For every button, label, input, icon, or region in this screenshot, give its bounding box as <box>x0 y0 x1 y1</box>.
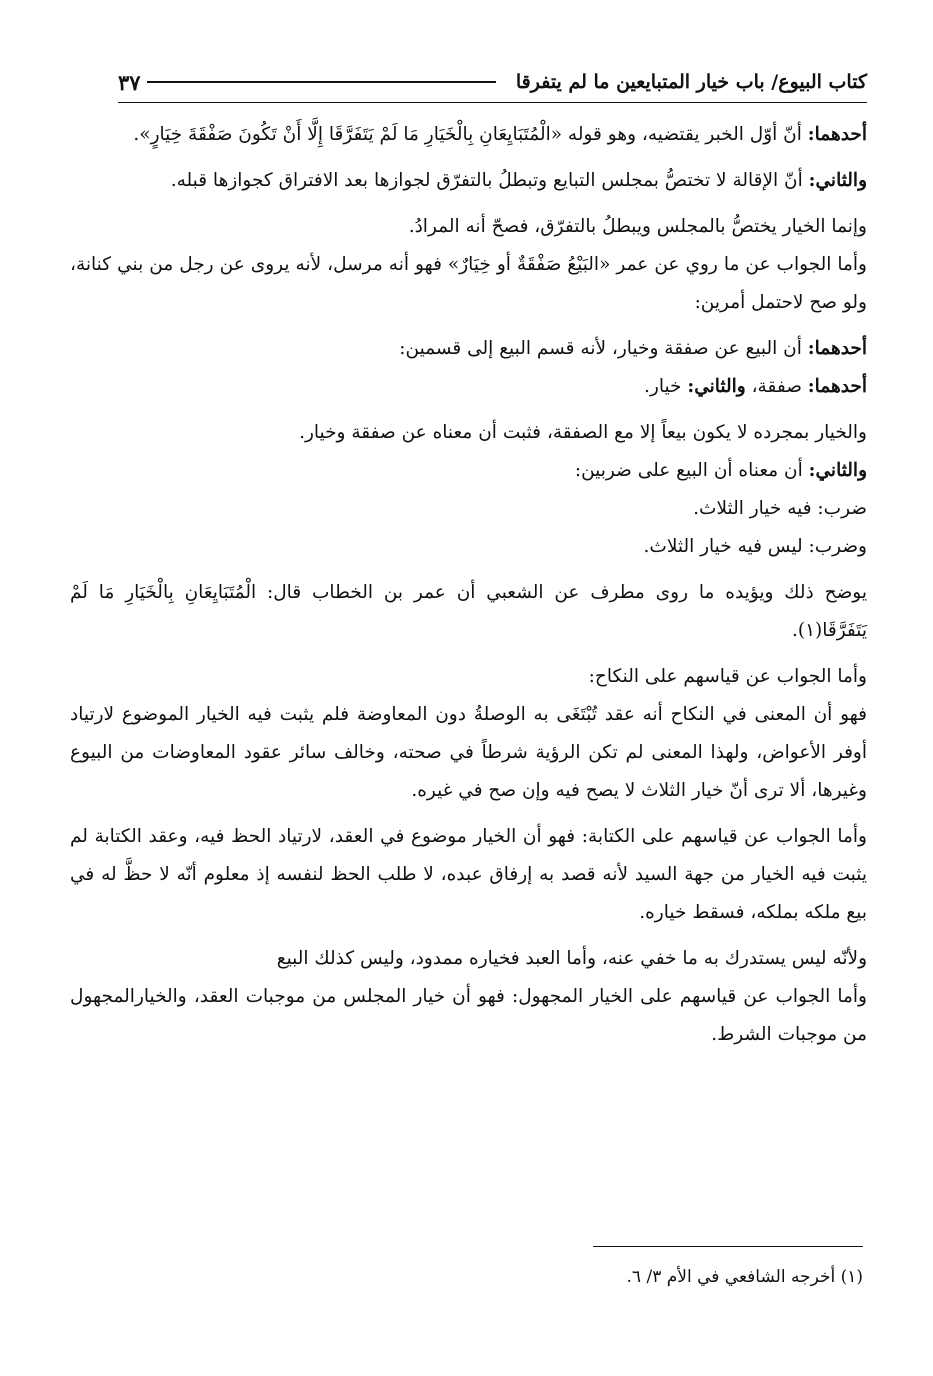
paragraph: وإنما الخيار يختصُّ بالمجلس ويبطلُ بالتفرّق، فصحّ أنه المرادُ. <box>408 216 867 237</box>
paragraph: والثاني: أنّ الإقالة لا تختصُّ بمجلس التبايع وتبطلُ بالتفرّق لجوازها بعد الافتراق كجوازها قبله. <box>170 170 867 191</box>
paragraph: ولأنّه ليس يستدرك به ما خفي عنه، وأما العبد فخياره ممدود، وليس كذلك البيع <box>276 948 867 969</box>
paragraph: أحدهما: أن البيع عن صفقة وخيار، لأنه قسم البيع إلى قسمين: <box>399 338 867 359</box>
paragraph: ضرب: فيه خيار الثلاث. <box>693 498 867 519</box>
running-header <box>118 62 867 103</box>
paragraph: والخيار بمجرده لا يكون بيعاً إلا مع الصفقة، فثبت أن معناه عن صفقة وخيار. <box>299 422 867 443</box>
footnote-rule <box>593 1246 863 1247</box>
header-title: كتاب البيوع/ باب خيار المتبايعين ما لم يتفرقا <box>515 71 867 93</box>
paragraph: وأما الجواب عن قياسهم على الخيار المجهول: فهو أن خيار المجلس من موجبات العقد، والخيارالمجهول من موجبات الشرط. <box>70 986 867 1045</box>
paragraph: والثاني: أن معناه أن البيع على ضربين: <box>574 460 867 481</box>
footnote: (١) أخرجه الشافعي في الأم ٣/ ٦. <box>626 1267 863 1287</box>
paragraph: يوضح ذلك ويؤيده ما روى مطرف عن الشعبي أن عمر بن الخطاب قال: الْمُتَبَايِعَانِ بِالْخَيَارِ مَا لَمْ يَتَفَرَّقَا(١). <box>70 582 867 641</box>
paragraph: وضرب: ليس فيه خيار الثلاث. <box>643 536 867 557</box>
paragraph: أحدهما: صفقة، والثاني: خيار. <box>644 376 867 397</box>
paragraph: فهو أن المعنى في النكاح أنه عقد تُبْتَغَى به الوصلةُ دون المعاوضة فلم يثبت فيه الخيار الموضوع لارتياد أوفر الأعواض، ولهذا المعنى لم تكن الرؤية شرطاً في صحته، وخالف سائر عقود المعاوضات من البيوع وغيرها، ألا ترى أنّ خيار الثلاث لا يصح فيه وإن صح في غيره. <box>70 704 867 801</box>
page-body <box>70 116 867 1062</box>
paragraph: وأما الجواب عن ما روي عن عمر «البَيْعُ صَفْقَةٌ أو خِيَارٌ» فهو أنه مرسل، لأنه يروى عن رجل من بني كنانة، ولو صح لاحتمل أمرين: <box>70 254 867 313</box>
header-rule <box>147 81 496 83</box>
paragraph: وأما الجواب عن قياسهم على الكتابة: فهو أن الخيار موضوع في العقد، لارتياد الحظ فيه، وعقد الكتابة لم يثبت فيه الخيار من جهة السيد لأنه قصد به إرفاق عبده، لا طلب الحظ لنفسه إذ معلوم أنّه لا حظَّ له في بيع ملكه بملكه، فسقط خياره. <box>70 826 867 923</box>
page-number: ٣٧ <box>118 69 141 95</box>
paragraph: أحدهما: أنّ أوّل الخبر يقتضيه، وهو قوله «الْمُتَبَايِعَانِ بِالْخَيَارِ مَا لَمْ يَتَفَرَّقَا إِلَّا أَنْ تَكُونَ صَفْقَةَ خِيَارٍ». <box>133 124 867 145</box>
paragraph: وأما الجواب عن قياسهم على النكاح: <box>588 666 867 687</box>
